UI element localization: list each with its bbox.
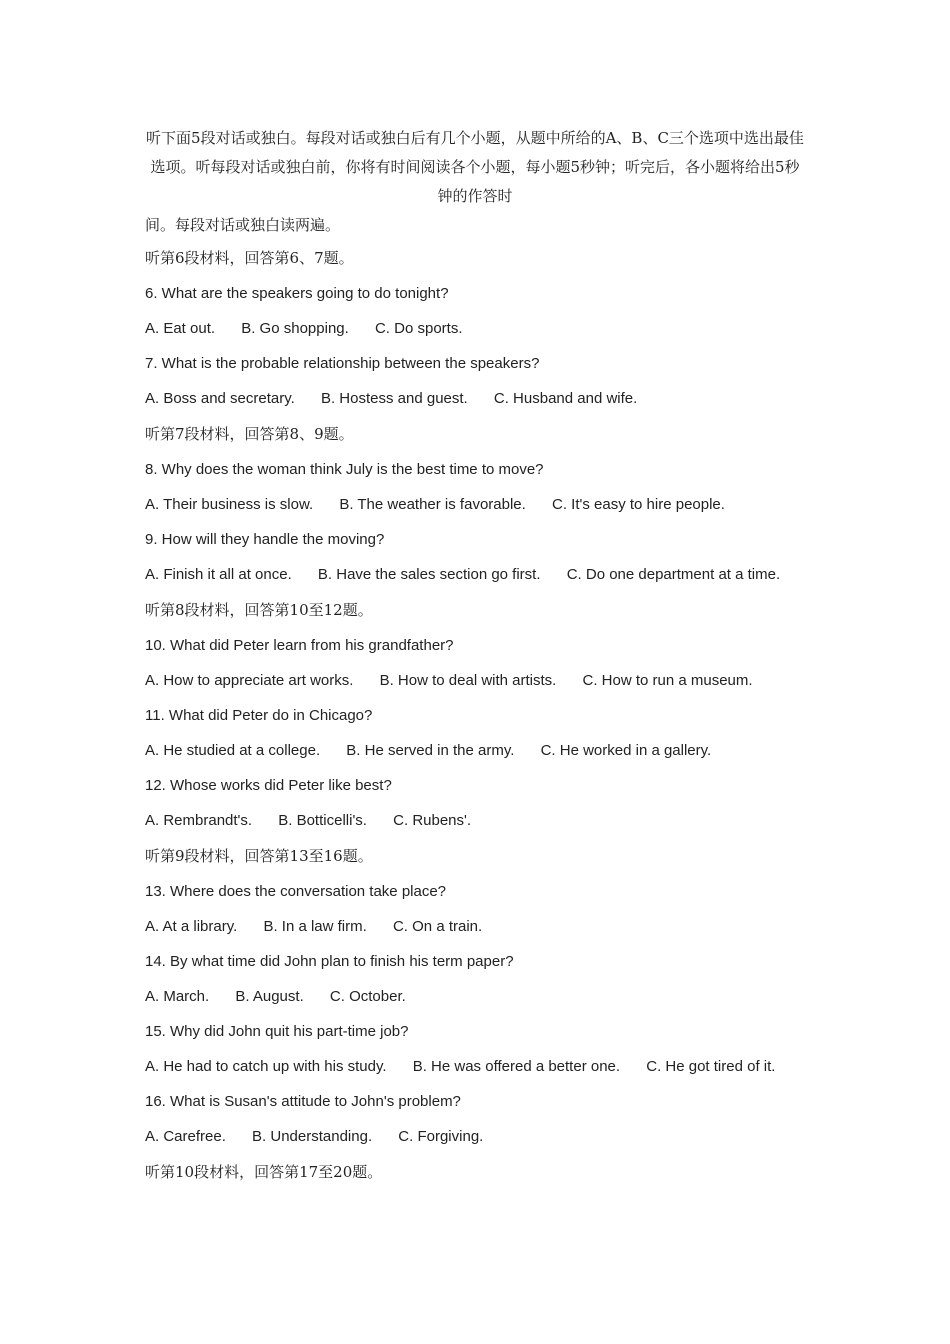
option-a: A. How to appreciate art works. [145, 672, 354, 689]
options-row [145, 811, 493, 831]
options-row [145, 1127, 505, 1147]
section-header: 听第8段材料，回答第10至12题。 [145, 601, 373, 619]
option-a: A. Rembrandt's. [145, 812, 253, 829]
option-c: C. Do sports. [374, 320, 463, 337]
option-b: B. In a law firm. [263, 918, 367, 935]
option-c: C. Rubens'. [393, 812, 472, 829]
question: 8. Why does the woman think July is the best time to move? [145, 461, 544, 478]
option-a: A. Their business is slow. [145, 496, 314, 513]
question: 11. What did Peter do in Chicago? [145, 707, 373, 724]
question: 7. What is the probable relationship between the speakers? [145, 355, 540, 372]
question: 12. Whose works did Peter like best? [145, 777, 392, 794]
option-c: C. On a train. [392, 918, 483, 935]
options-row [145, 741, 733, 761]
options-row [145, 565, 802, 585]
option-a: A. Eat out. [145, 320, 216, 337]
option-a: A. Boss and secretary. [145, 390, 295, 407]
instructions-paragraph: 听下面5段对话或独白。每段对话或独白后有几个小题，从题中所给的A、B、C三个选项中选出最佳选项。听每段对话或独白前，你将有时间阅读各个小题，每小题5秒钟；听完后，各小题将给出5秒钟的作答时 [146, 129, 804, 205]
question: 10. What did Peter learn from his grandfather? [145, 637, 454, 654]
section-header: 听第9段材料，回答第13至16题。 [145, 847, 373, 865]
options-row [145, 987, 428, 1007]
option-a: A. Finish it all at once. [145, 566, 292, 583]
question: 16. What is Susan's attitude to John's problem? [145, 1093, 461, 1110]
option-b: B. August. [235, 988, 304, 1005]
options-row [145, 671, 775, 691]
section-header: 听第6段材料，回答第6、7题。 [145, 249, 354, 267]
option-b: B. The weather is favorable. [339, 496, 526, 513]
option-b: B. Botticelli's. [278, 812, 367, 829]
options-row [145, 495, 747, 515]
question: 9. How will they handle the moving? [145, 531, 385, 548]
question: 6. What are the speakers going to do tonight? [145, 285, 449, 302]
options-row [145, 389, 659, 409]
question: 13. Where does the conversation take place? [145, 883, 447, 900]
option-c: C. October. [329, 988, 406, 1005]
question: 15. Why did John quit his part-time job? [145, 1023, 409, 1040]
options-row [145, 319, 485, 339]
option-c: C. He got tired of it. [646, 1058, 776, 1075]
option-b: B. Have the sales section go first. [317, 566, 541, 583]
option-b: B. Go shopping. [241, 320, 349, 337]
options-row [145, 917, 504, 937]
option-a: A. He studied at a college. [145, 742, 321, 759]
options-row [145, 1057, 797, 1077]
option-c: C. Forgiving. [398, 1128, 484, 1145]
section-header: 听第10段材料，回答第17至20题。 [145, 1163, 383, 1181]
option-c: C. Husband and wife. [493, 390, 638, 407]
option-a: A. Carefree. [145, 1128, 226, 1145]
option-c: C. He worked in a gallery. [540, 742, 712, 759]
option-a: A. He had to catch up with his study. [145, 1058, 387, 1075]
option-a: A. March. [145, 988, 210, 1005]
instructions-tail: 间。每段对话或独白读两遍。 [145, 216, 341, 234]
section-header: 听第7段材料，回答第8、9题。 [145, 425, 354, 443]
option-b: B. He was offered a better one. [412, 1058, 621, 1075]
question: 14. By what time did John plan to finish his term paper? [145, 953, 514, 970]
option-a: A. At a library. [145, 918, 238, 935]
option-c: C. How to run a museum. [582, 672, 753, 689]
option-c: C. Do one department at a time. [566, 566, 781, 583]
option-b: B. Hostess and guest. [320, 390, 468, 407]
option-b: B. He served in the army. [346, 742, 515, 759]
option-b: B. Understanding. [252, 1128, 373, 1145]
option-c: C. It's easy to hire people. [551, 496, 725, 513]
option-b: B. How to deal with artists. [379, 672, 557, 689]
